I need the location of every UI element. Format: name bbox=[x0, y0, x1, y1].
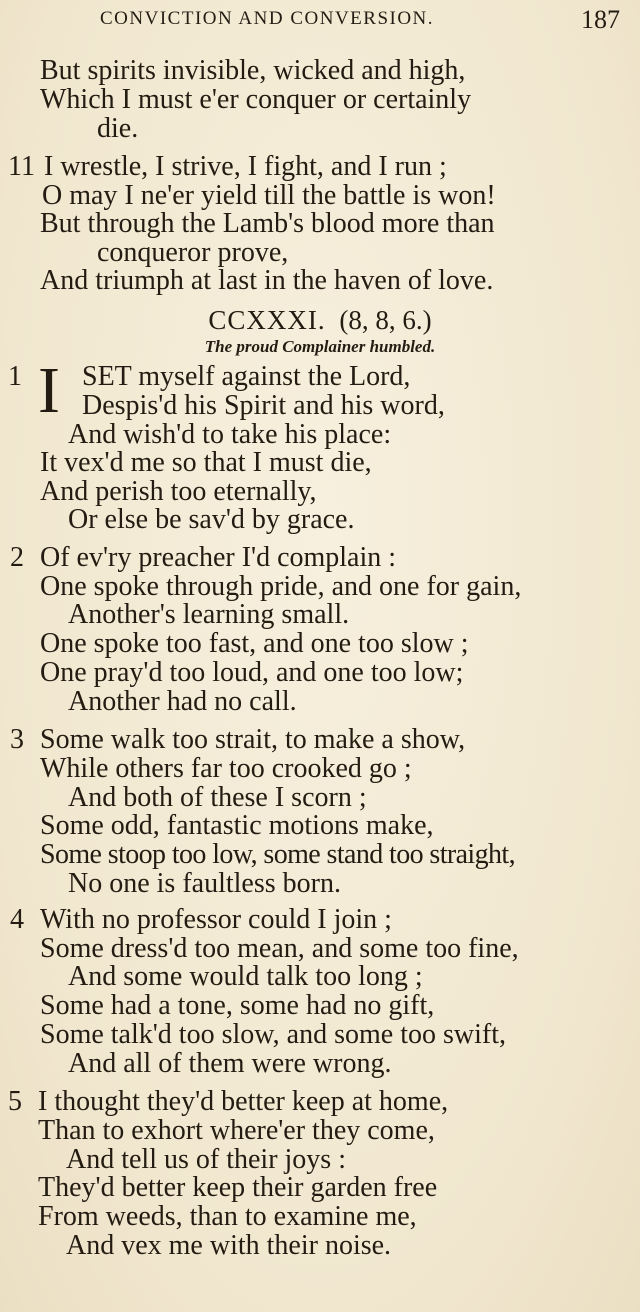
verse-line: Another had no call. bbox=[68, 686, 297, 717]
verse-number: 1 bbox=[8, 361, 22, 392]
verse-line: But spirits invisible, wicked and high, bbox=[40, 55, 466, 86]
verse-line: Or else be sav'd by grace. bbox=[68, 504, 355, 535]
verse-line: I thought they'd better keep at home, bbox=[38, 1086, 449, 1117]
verse-line: And triumph at last in the haven of love. bbox=[40, 265, 494, 296]
verse-line: They'd better keep their garden free bbox=[38, 1172, 438, 1203]
hymn-number-roman: CCXXXI. bbox=[208, 305, 326, 335]
verse-line: While others far too crooked go ; bbox=[40, 753, 412, 784]
verse-line: One pray'd too loud, and one too low; bbox=[40, 657, 464, 688]
verse-line: And wish'd to take his place: bbox=[68, 419, 392, 450]
verse-line: It vex'd me so that I must die, bbox=[40, 447, 372, 478]
verse-line: Despis'd his Spirit and his word, bbox=[82, 390, 445, 421]
verse-line: Than to exhort where'er they come, bbox=[38, 1115, 435, 1146]
verse-line: Which I must e'er conquer or certainly bbox=[40, 84, 472, 115]
verse-number: 11 bbox=[8, 151, 35, 182]
running-head: CONVICTION AND CONVERSION. bbox=[100, 8, 435, 29]
verse-line: But through the Lamb's blood more than bbox=[40, 208, 495, 239]
verse-number: 3 bbox=[10, 724, 24, 755]
verse-line: And vex me with their noise. bbox=[66, 1230, 392, 1261]
verse-line: die. bbox=[97, 113, 139, 144]
verse-line: And all of them were wrong. bbox=[68, 1048, 392, 1079]
verse-line: And perish too eternally, bbox=[40, 476, 317, 507]
verse-line: And some would talk too long ; bbox=[68, 961, 423, 992]
verse-line: Some had a tone, some had no gift, bbox=[40, 990, 435, 1021]
verse-line: One spoke too fast, and one too slow ; bbox=[40, 628, 469, 659]
hymn-title: The proud Complainer humbled. bbox=[204, 337, 436, 356]
verse-line: I wrestle, I strive, I fight, and I run ; bbox=[44, 151, 447, 182]
verse-line: Of ev'ry preacher I'd complain : bbox=[40, 542, 397, 573]
hymn-number bbox=[0, 305, 640, 336]
verse-line: SET myself against the Lord, bbox=[82, 361, 411, 392]
verse-line: And tell us of their joys : bbox=[66, 1144, 346, 1175]
page-number: 187 bbox=[581, 5, 620, 34]
verse-number: 2 bbox=[10, 542, 24, 573]
hymn-meter: (8, 8, 6.) bbox=[339, 305, 432, 335]
verse-line: Some talk'd too slow, and some too swift, bbox=[40, 1019, 506, 1050]
verse-line: Another's learning small. bbox=[68, 599, 350, 630]
verse-line: conqueror prove, bbox=[97, 237, 289, 268]
verse-line: One spoke through pride, and one for gain, bbox=[40, 571, 522, 602]
verse-line: No one is faultless born. bbox=[68, 868, 341, 899]
verse-line: Some dress'd too mean, and some too fine, bbox=[40, 933, 519, 964]
verse-number: 5 bbox=[8, 1086, 22, 1117]
verse-line: With no professor could I join ; bbox=[40, 904, 392, 935]
verse-number: 4 bbox=[10, 904, 24, 935]
verse-line: And both of these I scorn ; bbox=[68, 782, 367, 813]
drop-cap: I bbox=[38, 354, 60, 427]
verse-line: Some odd, fantastic motions make, bbox=[40, 810, 434, 841]
verse-line: O may I ne'er yield till the battle is won! bbox=[42, 180, 496, 211]
verse-line: Some stoop too low, some stand too straight, bbox=[40, 839, 515, 870]
verse-line: Some walk too strait, to make a show, bbox=[40, 724, 466, 755]
verse-line: From weeds, than to examine me, bbox=[38, 1201, 417, 1232]
